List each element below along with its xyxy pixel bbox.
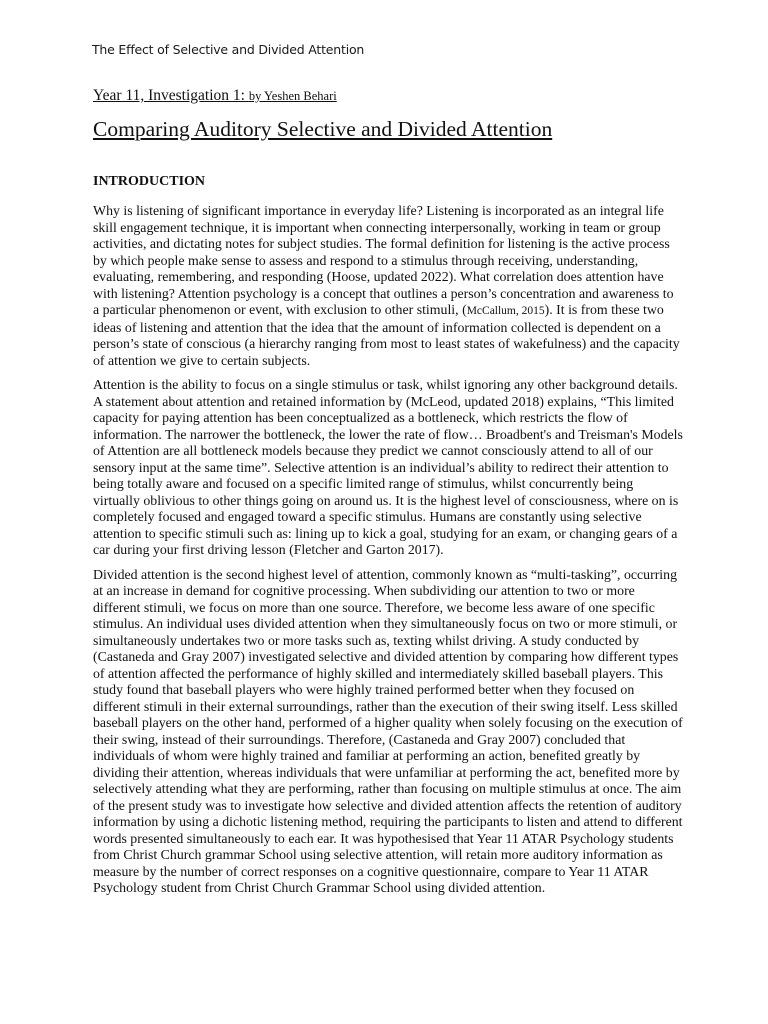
- citation-mccallum: McCallum, 2015: [466, 305, 545, 317]
- paragraph-listening: [93, 203, 683, 369]
- paragraph-divided-attention: Divided attention is the second highest level of attention, commonly known as “multi-tasking”, occurring at an increase in demand for cognitive processing. When subdividing our attention to two or more different stimuli, we focus on more than one source. Therefore, we become less aware of one specific stimulus. An individual uses divided attention when they simultaneously focus on two or more stimuli, or simultaneously undertakes two or more tasks such as, texting whilst driving. A study conducted by (Castaneda and Gray 2007) investigated selective and divided attention by comparing how different types of attention affected the performance of highly skilled and intermediately skilled baseball players. This study found that baseball players who were highly trained performed better when they focused on different stimuli in their external surroundings, rather than the execution of their swing itself. Less skilled baseball players on the other hand, performed of a higher quality when solely focusing on the execution of their swing, instead of their surroundings. Therefore, (Castaneda and Gray 2007) concluded that individuals of whom were highly trained and familiar at performing an action, benefited greatly by dividing their attention, whereas individuals that were unfamiliar at performing the act, benefited more by selectively attending what they are performing, rather than focusing on multiple stimulus at once. The aim of the present study was to investigate how selective and divided attention affects the retention of auditory information by using a dichotic listening method, requiring the participants to listen and attend to different words presented simultaneously to each ear. It was hypothesised that Year 11 ATAR Psychology students from Christ Church grammar School using selective attention, will retain more auditory information as measure by the number of correct responses on a cognitive questionnaire, compare to Year 11 ATAR Psychology student from Christ Church Grammar School using divided attention.: [93, 566, 683, 895]
- paragraph-listening-text-1: Why is listening of significant importance in everyday life? Listening is incorporated as an integral life skill engagement technique, it is important when connecting interpersonally, working in team or group activities, and dictating notes for subject studies. The formal definition for listening is the active process by which people make sense to assess and respond to a stimulus through receiving, understanding, evaluating, remembering, and responding (Hoose, updated 2022). What correlation does attention have with listening? Attention psychology is a concept that outlines a person’s concentration and awareness to a particular phenomenon or event, with exclusion to other stimuli, (: [93, 203, 674, 317]
- document-title: Comparing Auditory Selective and Divided Attention: [93, 117, 553, 141]
- investigation-label: Year 11, Investigation 1:: [93, 87, 245, 104]
- paragraph-listening-text-2: ). It is from these two ideas of listening and attention that the idea that the amount of information collected is dependent on a person’s state of conscious (a hierarchy ranging from most to least states of wakefulness) and the capacity of attention we give to certain subjects.: [93, 302, 680, 368]
- section-heading-introduction: INTRODUCTION: [93, 174, 206, 189]
- document-body: [93, 86, 683, 905]
- running-header: The Effect of Selective and Divided Attention: [92, 42, 365, 57]
- author-byline: by Yeshen Behari: [248, 89, 337, 103]
- paragraph-selective-attention: Attention is the ability to focus on a single stimulus or task, whilst ignoring any other background details. A statement about attention and retained information by (McLeod, updated 2018) explains, “This limited capacity for paying attention has been conceptualized as a bottleneck, which restricts the flow of information. The narrower the bottleneck, the lower the rate of flow… Broadbent's and Treisman's Models of Attention are all bottleneck models because they predict we cannot consciously attend to all of our sensory input at the same time”. Selective attention is an individual’s ability to redirect their attention to being totally aware and focused on a specific limited range of stimulus, whilst concurrently being virtually oblivious to other things going on around us. It is the highest level of consciousness, where on is completely focused and engaged toward a specific stimulus. Humans are constantly using selective attention to specific stimuli such as: lining up to kick a goal, studying for an exam, or changing gears of a car during your first driving lesson (Fletcher and Garton 2017).: [93, 377, 683, 557]
- investigation-subtitle: [93, 86, 683, 106]
